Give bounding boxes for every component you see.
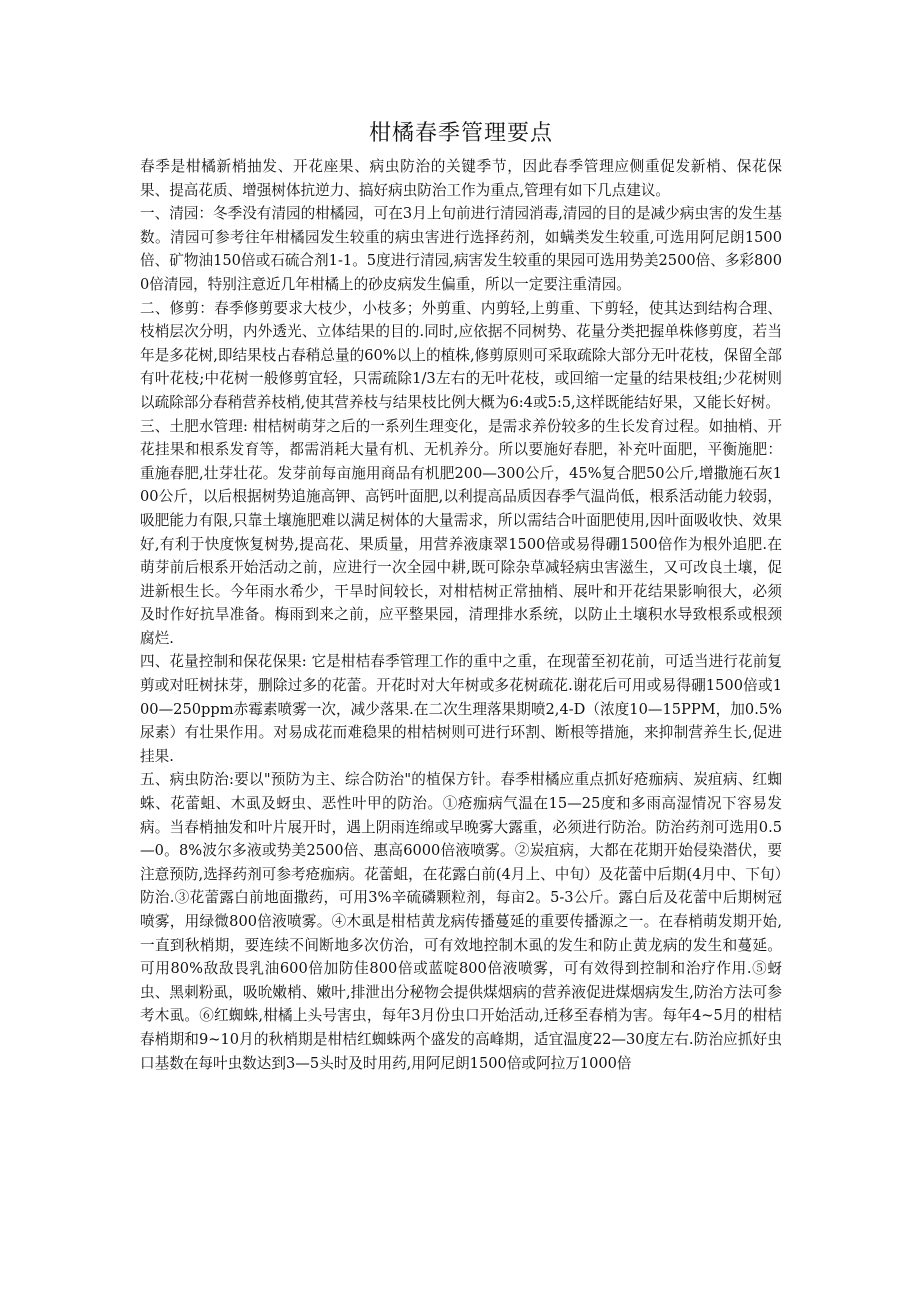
section-flower-control: 四、花量控制和保花保果: 它是柑桔春季管理工作的重中之重，在现蕾至初花前，可适当进行花前复剪或对旺树抹芽，删除过多的花蕾。开花时对大年树或多花树疏花.谢花后可用或易得硼1500倍或100—250ppm赤霉素喷雾一次，减少落果.在二次生理落果期喷2,4-D（浓度10—15PPM，加0.5%尿素）有壮果作用。对易成花而难稳果的柑桔树则可进行环割、断根等措施，来抑制营养生长,促进挂果. [140,653,782,765]
intro-paragraph: 春季是柑橘新梢抽发、开花座果、病虫防治的关键季节，因此春季管理应侧重促发新梢、保花保果、提高花质、增强树体抗逆力、搞好病虫防治工作为重点,管理有如下几点建议。 [140,158,782,199]
document-body [140,155,782,1075]
document-page [140,0,782,1302]
section-pest-control: 五、病虫防治:要以"预防为主、综合防治"的植保方针。春季柑橘应重点抓好疮痂病、炭疽病、红蜘蛛、花蕾蛆、木虱及蚜虫、恶性叶甲的防治。①疮痂病气温在15—25度和多雨高湿情况下容易发病。当春梢抽发和叶片展开时，遇上阴雨连绵或早晚雾大露重，必须进行防治。防治药剂可选用0.5—0。8%波尔多液或势美2500倍、惠高6000倍液喷雾。②炭疽病，大都在花期开始侵染潜伏，要注意预防,选择药剂可参考疮痂病。花蕾蛆，在花露白前(4月上、中旬）及花蕾中后期(4月中、下旬）防治.③花蕾露白前地面撒药，可用3%辛硫磷颗粒剂，每亩2。5-3公斤。露白后及花蕾中后期树冠喷雾，用绿微800倍液喷雾。④木虱是柑桔黄龙病传播蔓延的重要传播源之一。在春梢萌发期开始,一直到秋梢期，要连续不间断地多次仿治，可有效地控制木虱的发生和防止黄龙病的发生和蔓延。可用80%敌敌畏乳油600倍加防佳800倍或蓝啶800倍液喷雾，可有效得到控制和治疗作用.⑤蚜虫、黑刺粉虱，吸吮嫩梢、嫩叶,排泄出分秘物会提供煤烟病的营养液促进煤烟病发生,防治方法可参考木虱。⑥红蜘蛛,柑橘上头号害虫，每年3月份虫口开始活动,迁移至春梢为害。每年4~5月的柑桔春梢期和9~10月的秋梢期是柑桔红蜘蛛两个盛发的高峰期，适宜温度22—30度左右.防治应抓好虫口基数在每叶虫数达到3—5头时及时用药,用阿尼朗1500倍或阿拉万1000倍 [140,771,782,1072]
section-orchard-cleaning: 一、清园：冬季没有清园的柑橘园，可在3月上旬前进行清园消毒,清园的目的是减少病虫害的发生基数。清园可参考往年柑橘园发生较重的病虫害进行选择药剂，如螨类发生较重,可选用阿尼朗1500倍、矿物油150倍或石硫合剂1-1。5度进行清园,病害发生较重的果园可选用势美2500倍、多彩8000倍清园，特别注意近几年柑橘上的砂皮病发生偏重，所以一定要注重清园。 [140,205,782,293]
section-pruning: 二、修剪：春季修剪要求大枝少，小枝多；外剪重、内剪轻,上剪重、下剪轻，使其达到结构合理、枝梢层次分明，内外透光、立体结果的目的.同时,应依据不同树势、花量分类把握单株修剪度，若当年是多花树,即结果枝占春稍总量的60%以上的植株,修剪原则可采取疏除大部分无叶花枝，保留全部有叶花枝;中花树一般修剪宜轻，只需疏除1/3左右的无叶花枝，或回缩一定量的结果枝组;少花树则以疏除部分春稍营养枝梢,使其营养枝与结果枝比例大概为6:4或5:5,这样既能结好果，又能长好树。 [140,299,782,411]
document-title: 柑橘春季管理要点 [368,121,553,146]
section-soil-fertilizer-water: 三、土肥水管理: 柑桔树萌芽之后的一系列生理变化，是需求养份较多的生长发育过程。如抽梢、开花挂果和根系发育等，都需消耗大量有机、无机养分。所以要施好春肥，补充叶面肥，平衡施肥：重施春肥,壮芽壮花。发芽前每亩施用商品有机肥200—300公斤，45%复合肥50公斤,增撒施石灰100公斤，以后根据树势追施高钾、高钙叶面肥,以利提高品质因春季气温尚低，根系活动能力较弱，吸肥能力有限,只靠土壤施肥难以满足树体的大量需求，所以需结合叶面肥使用,因叶面吸收快、效果好,有利于快度恢复树势,提高花、果质量，用营养液康翠1500倍或易得硼1500倍作为根外追肥.在萌芽前后根系开始活动之前，应进行一次全园中耕,既可除杂草减轻病虫害滋生，又可改良土壤，促进新根生长。今年雨水希少，干旱时间较长，对柑桔树正常抽梢、展叶和开花结果影响很大，必须及时作好抗旱准备。梅雨到来之前，应平整果园，清理排水系统，以防止土壤积水导致根系或根颈腐烂. [140,417,782,647]
